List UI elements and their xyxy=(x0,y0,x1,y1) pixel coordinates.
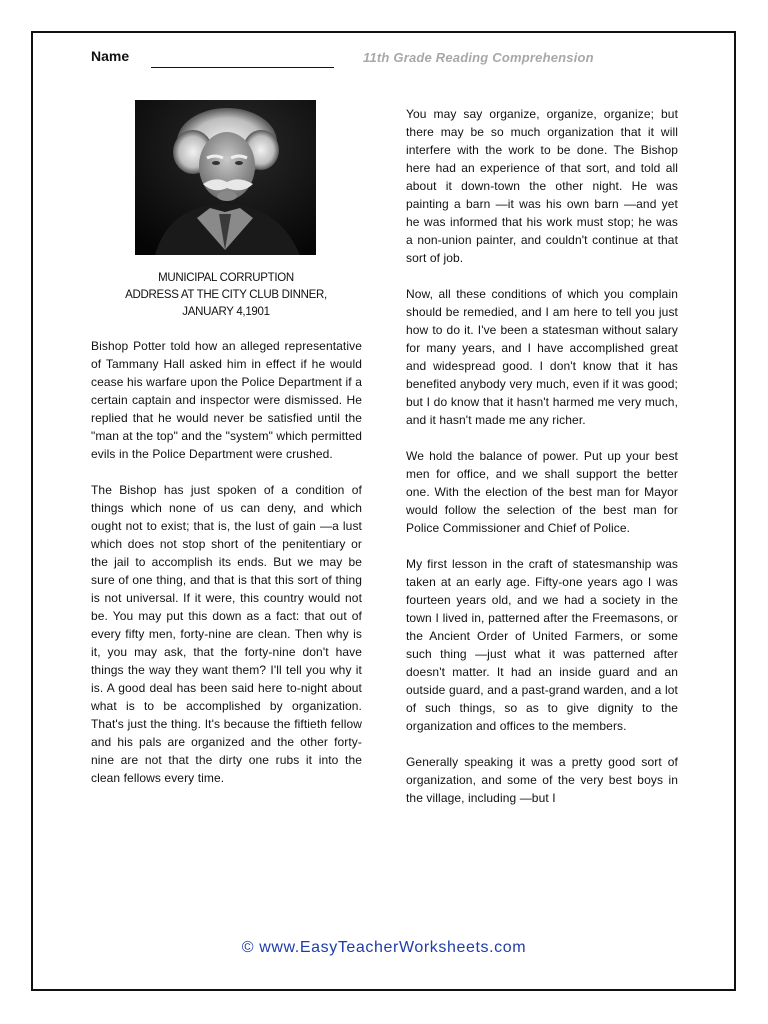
name-field-line[interactable] xyxy=(151,67,334,68)
left-column xyxy=(91,337,362,805)
speech-caption xyxy=(91,270,361,321)
paragraph: The Bishop has just spoken of a condition of things which none of us can deny, and which ought not to exist; that is, the lust of gain —a lust which does not stop short of the penitentiary or the jail to accomplish its ends. But we may be sure of one thing, and that is that this sort of thing is not universal. If it were, this country would not be. You may put this down as a fact: that out of every fifty men, forty-nine are clean. Then why is it, you may ask, that the forty-nine don't have things the way they want them? I'll tell you why it is. A good deal has been said here to-night about what is to be accomplished by organization. That's just the thing. It's because the fiftieth fellow and his pals are organized and the other forty-nine are not that the dirty one rubs it into the clean fellows every time. xyxy=(91,483,362,785)
paragraph: You may say organize, organize, organize; but there may be so much organization that it will interfere with the work to be done. The Bishop here had an experience of that sort, and told all about it down-town the other night. He was painting a barn —it was his own barn —and yet he was informed that his work must stop; he was a non-union painter, and couldn't continue at that sort of job. xyxy=(406,107,678,265)
right-column xyxy=(406,105,678,928)
paragraph: Bishop Potter told how an alleged representative of Tammany Hall asked him in effect if he would cease his warfare upon the Police Department if a certain captain and inspector were dismissed. He replied that he would never be satisfied until the "man at the top" and the "system" which permitted evils in the Police Department were crushed. xyxy=(91,339,362,461)
paragraph: My first lesson in the craft of statesmanship was taken at an early age. Fifty-one years ago I was fourteen years old, and we had a society in the town I lived in, patterned after the Freemasons, or the Ancient Order of United Farmers, or some such thing —just what it was patterned after doesn't matter. It had an inside guard and an outside guard, and a past-grand warden, and a lot of such things, so as to give dignity to the organization and offices to the members. xyxy=(406,557,678,733)
paragraph: Generally speaking it was a pretty good sort of organization, and some of the very best boys in the village, including —but I xyxy=(406,755,678,805)
copyright-link[interactable]: © www.EasyTeacherWorksheets.com xyxy=(241,939,527,956)
paragraph: Now, all these conditions of which you complain should be remedied, and I am here to tell you just how to do it. I've been a statesman without salary for many years, and I have accomplished great and widespread good. I don't know that it has benefited anybody very much, even if it was good; but I do know that it hasn't harmed me very much, and it hasn't made me any richer. xyxy=(406,287,678,427)
paragraph: We hold the balance of power. Put up your best men for office, and we shall support the better one. With the election of the best man for Mayor would follow the selection of the best man for Police Commissioner and Chief of Police. xyxy=(406,449,678,535)
caption-title: MUNICIPAL CORRUPTION xyxy=(158,272,294,284)
name-label: Name xyxy=(91,48,130,64)
caption-subtitle: ADDRESS AT THE CITY CLUB DINNER, xyxy=(125,289,327,301)
caption-date: JANUARY 4,1901 xyxy=(182,306,270,318)
worksheet-title: 11th Grade Reading Comprehension xyxy=(363,50,594,65)
author-portrait xyxy=(135,100,316,255)
